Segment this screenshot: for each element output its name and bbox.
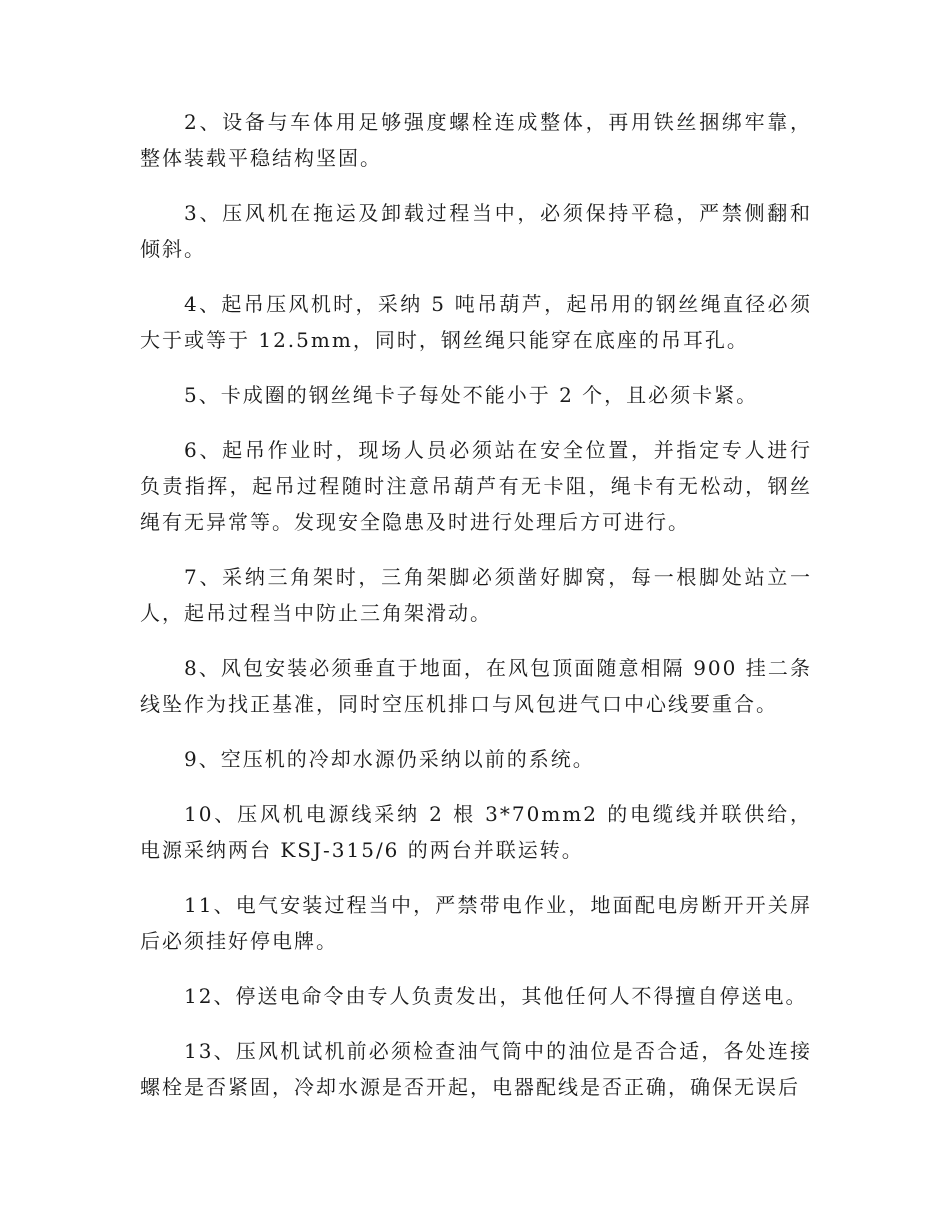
paragraph-item-10: 10、压风机电源线采纳 2 根 3*70mm2 的电缆线并联供给，电源采纳两台 KSJ-315/6 的两台并联运转。 bbox=[140, 802, 812, 862]
paragraph-item-6: 6、起吊作业时，现场人员必须站在安全位置，并指定专人进行负责指挥，起吊过程随时注意吊葫芦有无卡阻，绳卡有无松动，钢丝绳有无异常等。发现安全隐患及时进行处理后方可进行。 bbox=[140, 438, 812, 534]
paragraph-item-12: 12、停送电命令由专人负责发出，其他任何人不得擅自停送电。 bbox=[184, 984, 808, 1008]
paragraph-item-4: 4、起吊压风机时，采纳 5 吨吊葫芦，起吊用的钢丝绳直径必须大于或等于 12.5mm，同时，钢丝绳只能穿在底座的吊耳孔。 bbox=[140, 292, 812, 352]
paragraph-item-5: 5、卡成圈的钢丝绳卡子每处不能小于 2 个，且必须卡紧。 bbox=[184, 383, 759, 407]
paragraph-item-8: 8、风包安装必须垂直于地面，在风包顶面随意相隔 900 挂二条线坠作为找正基准，同时空压机排口与风包进气口中心线要重合。 bbox=[140, 656, 812, 716]
document-body bbox=[140, 104, 812, 1124]
paragraph-item-11: 11、电气安装过程当中，严禁带电作业，地面配电房断开开关屏后必须挂好停电牌。 bbox=[140, 893, 812, 953]
paragraph-item-13: 13、压风机试机前必须检查油气筒中的油位是否合适，各处连接螺栓是否紧固，冷却水源是否开起，电器配线是否正确，确保无误后 bbox=[140, 1039, 812, 1099]
paragraph-item-3: 3、压风机在拖运及卸载过程当中，必须保持平稳，严禁侧翻和倾斜。 bbox=[140, 201, 812, 261]
paragraph-item-9: 9、空压机的冷却水源仍采纳以前的系统。 bbox=[184, 747, 595, 771]
paragraph-item-2: 2、设备与车体用足够强度螺栓连成整体，再用铁丝捆绑牢靠，整体装载平稳结构坚固。 bbox=[140, 110, 812, 170]
paragraph-item-7: 7、采纳三角架时，三角架脚必须凿好脚窝，每一根脚处站立一人，起吊过程当中防止三角架滑动。 bbox=[140, 565, 812, 625]
